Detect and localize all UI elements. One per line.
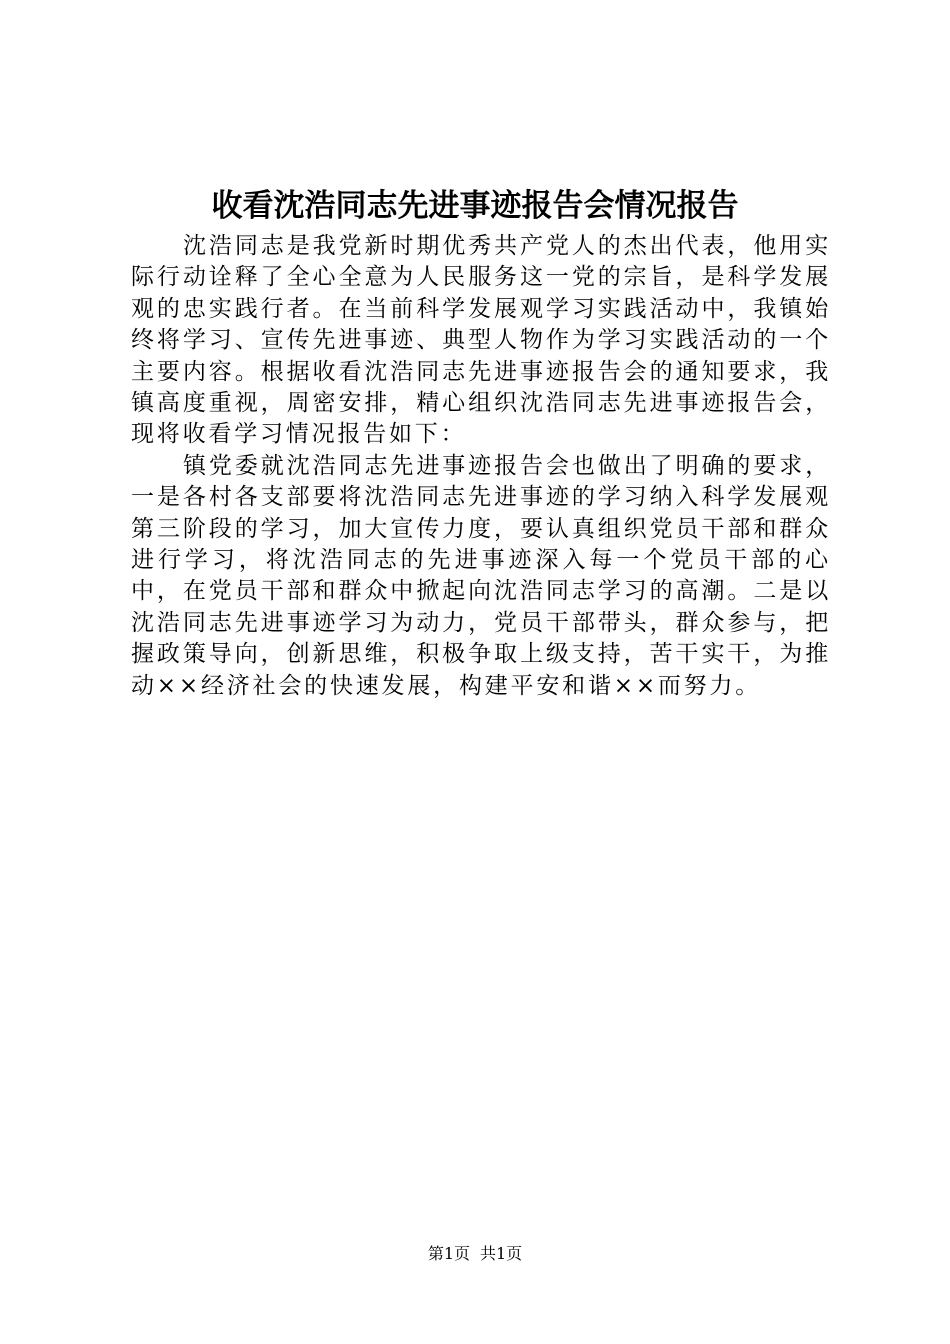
paragraph-intro: 沈浩同志是我党新时期优秀共产党人的杰出代表，他用实际行动诠释了全心全意为人民服务这一党的宗旨，是科学发展观的忠实践行者。在当前科学发展观学习实践活动中，我镇始终将学习、宣传先进事迹、典型人物作为学习实践活动的一个主要内容。根据收看沈浩同志先进事迹报告会的通知要求，我镇高度重视，周密安排，精心组织沈浩同志先进事迹报告会，现将收看学习情况报告如下： <box>131 233 831 448</box>
page-footer <box>0 1242 950 1266</box>
page-total: 共1页 <box>480 1244 523 1263</box>
paragraph-requirements: 镇党委就沈浩同志先进事迹报告会也做出了明确的要求，一是各村各支部要将沈浩同志先进事迹的学习纳入科学发展观第三阶段的学习，加大宣传力度，要认真组织党员干部和群众进行学习，将沈浩同志的先进事迹深入每一个党员干部的心中，在党员干部和群众中掀起向沈浩同志学习的高潮。二是以沈浩同志先进事迹学习为动力，党员干部带头，群众参与，把握政策导向，创新思维，积极争取上级支持，苦干实干，为推动××经济社会的快速发展，构建平安和谐××而努力。 <box>131 452 831 699</box>
document-body <box>131 231 831 702</box>
document-title: 收看沈浩同志先进事迹报告会情况报告 <box>211 188 739 224</box>
page-number: 第1页 <box>427 1244 470 1263</box>
